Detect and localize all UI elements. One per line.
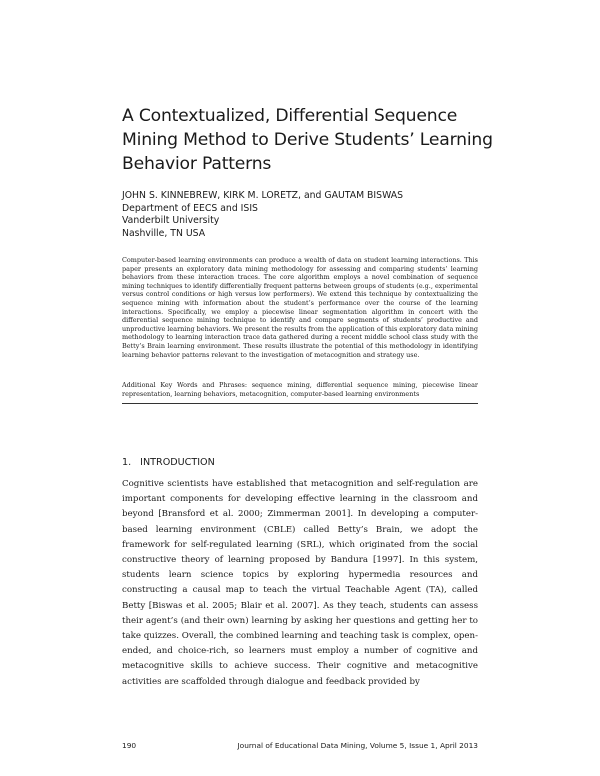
abstract: Computer-based learning environments can produce a wealth of data on student learning interactions. This paper presents an exploratory data mining methodology for assessing and comparing students’ learning behaviors from these interaction traces. The core algorithm employs a novel combination of sequence mining techniques to identify differentially frequent patterns between groups of students (e.g., experimental versus control conditions or high versus low performers). We extend this technique by contextualizing the sequence mining with information about the student’s performance over the course of the learning interactions. Specifically, we employ a piecewise linear segmentation algorithm in concert with the differential sequence mining technique to identify and compare segments of students’ productive and unproductive learning behaviors. We present the results from the application of this exploratory data mining methodology to learning interaction trace data gathered during a recent middle school class study with the Betty’s Brain learning environment. These results illustrate the potential of this methodology in identifying learning behavior patterns relevant to the investigation of metacognition and strategy use.	[122, 256, 478, 359]
page-number: 190	[122, 741, 137, 750]
paper-title: A Contextualized, Differential Sequence Mining Method to Derive Students’ Learning Behavior Patterns	[122, 106, 493, 174]
section-heading	[122, 457, 215, 469]
section-title: INTRODUCTION	[140, 457, 215, 468]
author-names: JOHN S. KINNEBREW, KIRK M. LORETZ, and GAUTAM BISWAS	[122, 190, 404, 201]
journal-citation: Journal of Educational Data Mining, Volume 5, Issue 1, April 2013	[237, 741, 478, 750]
keywords: Additional Key Words and Phrases: sequence mining, differential sequence mining, piecewise linear representation, learning behaviors, metacognition, computer-based learning environments	[122, 381, 478, 398]
author-block	[122, 190, 502, 240]
header-divider	[122, 403, 478, 404]
affiliation-university: Vanderbilt University	[122, 215, 220, 226]
affiliation-department: Department of EECS and ISIS	[122, 202, 258, 214]
introduction-body: Cognitive scientists have established that metacognition and self-regulation are important components for developing effective learning in the classroom and beyond [Bransford et al. 2000; Zimmerman 2001]. In developing a computer-based learning environment (CBLE) called Betty’s Brain, we adopt the framework for self-regulated learning (SRL), which originated from the social constructive theory of learning proposed by Bandura [1997]. In this system, students learn science topics by exploring hypermedia resources and constructing a causal map to teach the virtual Teachable Agent (TA), called Betty [Biswas et al. 2005; Blair et al. 2007]. As they teach, students can assess their agent’s (and their own) learning by asking her questions and getting her to take quizzes. Overall, the combined learning and teaching task is complex, open-ended, and choice-rich, so learners must employ a number of cognitive and metacognitive skills to achieve success. Their cognitive and metacognitive activities are scaffolded through dialogue and feedback provided by	[122, 479, 478, 687]
section-number: 1.	[122, 457, 132, 468]
affiliation-location: Nashville, TN USA	[122, 227, 206, 239]
